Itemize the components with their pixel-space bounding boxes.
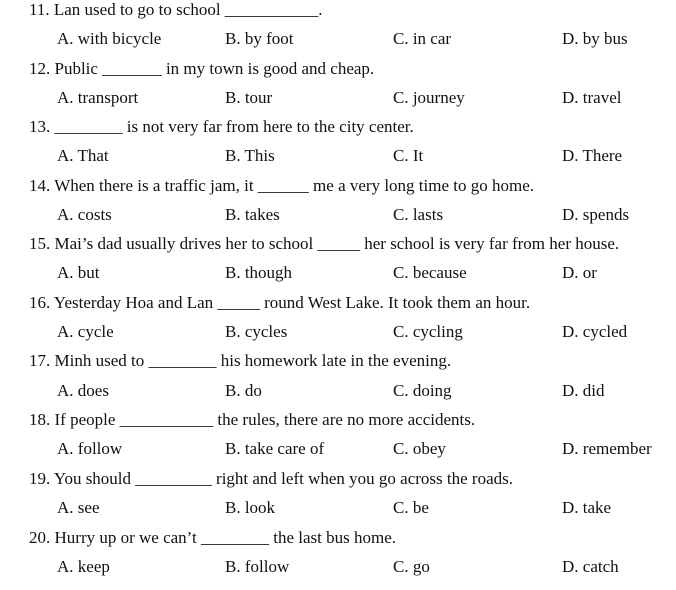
answer-options <box>0 381 676 401</box>
option-b[interactable]: B. do <box>225 381 262 400</box>
option-a[interactable]: A. see <box>57 498 100 517</box>
answer-options <box>0 263 676 283</box>
option-b[interactable]: B. though <box>225 263 293 282</box>
option-a[interactable]: A. does <box>57 381 109 400</box>
option-b[interactable]: B. by foot <box>225 29 294 48</box>
option-c[interactable]: C. doing <box>393 381 452 400</box>
answer-options <box>0 146 676 166</box>
answer-options <box>0 205 676 225</box>
option-a[interactable]: A. costs <box>57 205 112 224</box>
question-stem: 18. If people ___________ the rules, there are no more accidents. <box>29 410 476 429</box>
answer-options <box>0 557 676 577</box>
option-a[interactable]: A. cycle <box>57 322 114 341</box>
option-a[interactable]: A. transport <box>57 88 139 107</box>
option-d[interactable]: D. or <box>562 263 597 282</box>
answer-options <box>0 322 676 342</box>
question-stem: 17. Minh used to ________ his homework late in the evening. <box>29 351 452 370</box>
question-stem: 11. Lan used to go to school ___________. <box>29 0 323 19</box>
question-stem: 20. Hurry up or we can’t ________ the last bus home. <box>29 528 397 547</box>
answer-options <box>0 439 676 459</box>
option-b[interactable]: B. tour <box>225 88 273 107</box>
option-c[interactable]: C. lasts <box>393 205 444 224</box>
question-stem: 14. When there is a traffic jam, it ______ me a very long time to go home. <box>29 176 534 195</box>
option-b[interactable]: B. look <box>225 498 276 517</box>
option-d[interactable]: D. did <box>562 381 605 400</box>
option-b[interactable]: B. take care of <box>225 439 325 458</box>
option-c[interactable]: C. obey <box>393 439 446 458</box>
option-c[interactable]: C. be <box>393 498 429 517</box>
answer-options <box>0 29 676 49</box>
option-c[interactable]: C. in car <box>393 29 452 48</box>
question-stem: 12. Public _______ in my town is good and cheap. <box>29 59 375 78</box>
option-c[interactable]: C. because <box>393 263 467 282</box>
option-b[interactable]: B. cycles <box>225 322 288 341</box>
option-a[interactable]: A. keep <box>57 557 110 576</box>
option-a[interactable]: A. follow <box>57 439 123 458</box>
option-b[interactable]: B. follow <box>225 557 290 576</box>
option-a[interactable]: A. but <box>57 263 100 282</box>
answer-options <box>0 498 676 518</box>
question-stem: 16. Yesterday Hoa and Lan _____ round West Lake. It took them an hour. <box>29 293 531 312</box>
option-c[interactable]: C. go <box>393 557 430 576</box>
option-d[interactable]: D. remember <box>562 439 652 458</box>
option-d[interactable]: D. travel <box>562 88 622 107</box>
option-c[interactable]: C. It <box>393 146 424 165</box>
option-d[interactable]: D. There <box>562 146 623 165</box>
option-b[interactable]: B. This <box>225 146 275 165</box>
question-stem: 19. You should _________ right and left when you go across the roads. <box>29 469 513 488</box>
option-d[interactable]: D. cycled <box>562 322 628 341</box>
option-d[interactable]: D. by bus <box>562 29 628 48</box>
option-c[interactable]: C. journey <box>393 88 465 107</box>
option-a[interactable]: A. That <box>57 146 109 165</box>
option-d[interactable]: D. catch <box>562 557 619 576</box>
option-a[interactable]: A. with bicycle <box>57 29 162 48</box>
option-c[interactable]: C. cycling <box>393 322 463 341</box>
answer-options <box>0 88 676 108</box>
option-b[interactable]: B. takes <box>225 205 280 224</box>
question-stem: 15. Mai’s dad usually drives her to school _____ her school is very far from her house. <box>29 234 620 253</box>
question-stem: 13. ________ is not very far from here to the city center. <box>29 117 414 136</box>
option-d[interactable]: D. spends <box>562 205 630 224</box>
option-d[interactable]: D. take <box>562 498 612 517</box>
